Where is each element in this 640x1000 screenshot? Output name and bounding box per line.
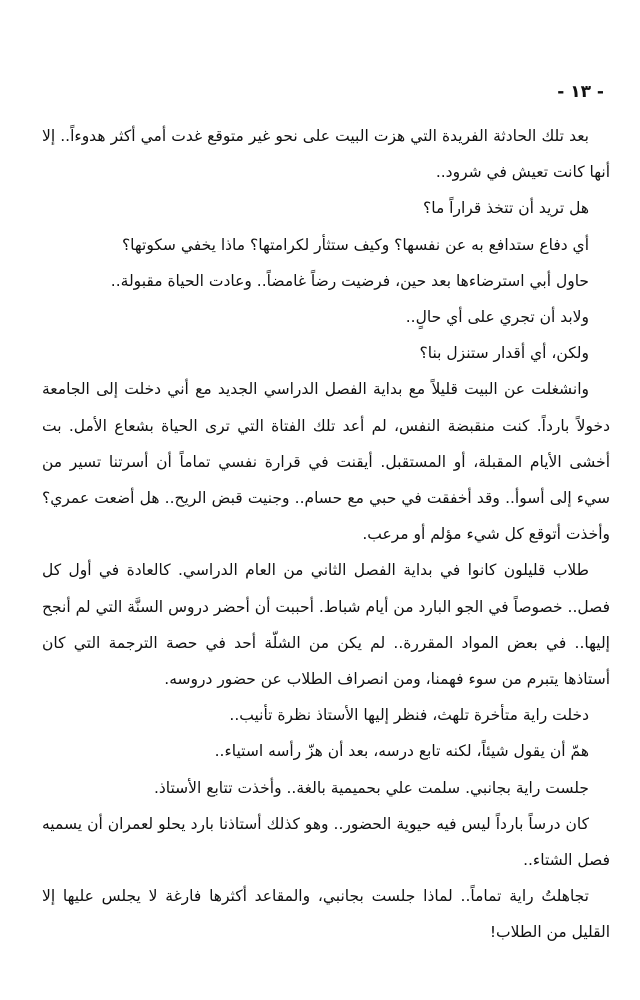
paragraph: ولابد أن تجري على أي حالٍ.. — [405, 308, 589, 327]
paragraph: وانشغلت عن البيت قليلاً مع بداية الفصل الدراسي الجديد مع أني دخلت إلى الجامعة دخولاً بارداً. كنت منقبضة النفس، لم أعد تلك الفتاة التي ترى الحياة بشعاع الأمل. بت أخشى الأيام المقبلة، أو المستقبل. أيقنت في قرارة نفسي تماماً أن أسرتنا تسير من سيء إلى أسوأ.. وقد أخفقت في حبي مع حسام.. وجنيت قبض الريح.. هل أضعت عمري؟ وأخذت أتوقع كل شيء مؤلم أو مرعب. — [42, 380, 610, 544]
paragraph: جلست راية بجانبي. سلمت علي بحميمية بالغة.. وأخذت تتابع الأستاذ. — [153, 778, 589, 797]
paragraph: أي دفاع ستدافع به عن نفسها؟ وكيف ستثأر لكرامتها؟ ماذا يخفي سكوتها؟ — [121, 235, 589, 254]
paragraph: دخلت راية متأخرة تلهث، فنظر إليها الأستاذ نظرة تأنيب.. — [229, 706, 589, 725]
paragraph: بعد تلك الحادثة الفريدة التي هزت البيت على نحو غير متوقع غدت أمي أكثر هدوءاً.. إلا أنها كانت تعيش في شرود.. — [42, 127, 610, 182]
paragraph: حاول أبي استرضاءها بعد حين، فرضيت رضاً غامضاً.. وعادت الحياة مقبولة.. — [110, 271, 589, 290]
body-text — [42, 118, 610, 951]
paragraph: طلاب قليلون كانوا في بداية الفصل الثاني من العام الدراسي. كالعادة في أول كل فصل.. خصوصاً في الجو البارد من أيام شباط. أحببت أن أحضر دروس السنَّة التي لم أنجح إليها.. في بعض المواد المقررة.. لم يكن من الشلّة أحد في حصة الترجمة التي كان أستاذها يتبرم من سوء فهمنا، ومن انصراف الطلاب عن حضور دروسه. — [42, 561, 610, 689]
page-number: - ١٣ - — [557, 82, 604, 102]
paragraph: همّ أن يقول شيئاً، لكنه تابع درسه، بعد أن هزّ رأسه استياء.. — [214, 742, 589, 761]
paragraph: كان درساً بارداً ليس فيه حيوية الحضور.. وهو كذلك أستاذنا بارد يحلو لعمران أن يسميه فصل الشتاء.. — [42, 814, 610, 870]
paragraph: تجاهلتُ راية تماماً.. لماذا جلست بجانبي، والمقاعد أكثرها فارغة لا يجلس عليها إلا القليل من الطلاب! — [42, 887, 610, 942]
paragraph: هل تريد أن تتخذ قراراً ما؟ — [423, 199, 589, 218]
paragraph: ولكن، أي أقدار ستنزل بنا؟ — [419, 344, 589, 363]
